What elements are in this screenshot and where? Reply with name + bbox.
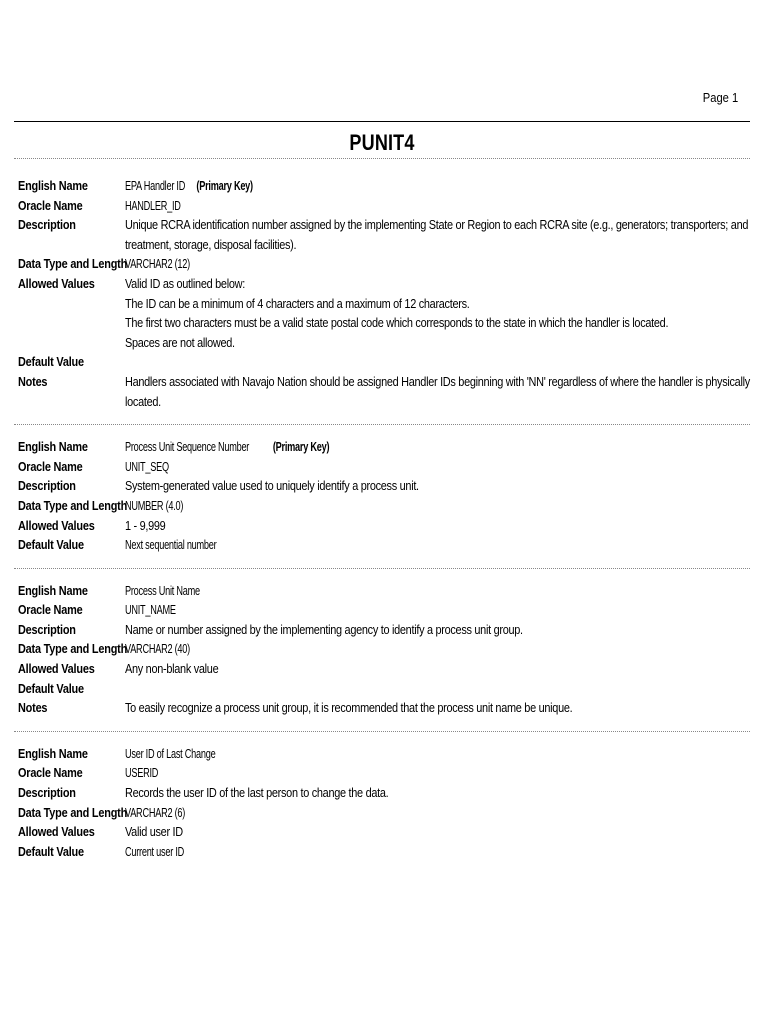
field-value	[125, 496, 748, 516]
field-label	[18, 600, 125, 620]
value-line: Handlers associated with Navajo Nation should be assigned Handler IDs beginning with 'NN' regardless of where the handler is physically	[125, 373, 750, 389]
field-row-oracle-name	[18, 457, 748, 477]
field-value	[125, 783, 748, 803]
field-value	[125, 822, 748, 842]
field-row-description	[18, 215, 748, 254]
value-line: Any non-blank value	[125, 661, 219, 677]
field-label	[18, 176, 125, 196]
label-text: Description	[18, 217, 76, 233]
section-separator	[14, 568, 750, 569]
field-label	[18, 842, 125, 862]
field-value	[125, 476, 748, 496]
value-text: VARCHAR2 (40)	[125, 641, 190, 657]
field-row-allowed-values	[18, 516, 748, 536]
field-value	[125, 639, 748, 659]
primary-key-marker: (Primary Key)	[196, 178, 254, 193]
field-section	[18, 744, 748, 871]
field-label	[18, 352, 125, 372]
field-row-default-value	[18, 679, 748, 699]
value-text: Process Unit Sequence Number	[125, 439, 250, 455]
value-text: VARCHAR2 (12)	[125, 256, 190, 272]
field-label	[18, 581, 125, 601]
field-row-english-name	[18, 437, 748, 457]
section-separator	[14, 424, 750, 425]
value-text: NUMBER (4.0)	[125, 497, 184, 513]
field-value	[125, 842, 748, 862]
field-section	[18, 437, 748, 564]
field-label	[18, 457, 125, 477]
value-text: HANDLER_ID	[125, 197, 181, 213]
field-value	[125, 535, 748, 555]
field-value	[125, 274, 770, 352]
field-label	[18, 476, 125, 496]
value-line: The ID can be a minimum of 4 characters and a maximum of 12 characters.	[125, 295, 470, 311]
label-text: Allowed Values	[18, 824, 95, 840]
field-value	[125, 215, 770, 254]
field-row-description	[18, 783, 748, 803]
field-label	[18, 803, 128, 823]
field-value	[125, 437, 748, 457]
value-text: EPA Handler ID	[125, 178, 186, 193]
field-value	[125, 457, 748, 477]
field-row-oracle-name	[18, 763, 748, 783]
field-label	[18, 535, 125, 555]
field-label	[18, 496, 128, 516]
field-row-data-type	[18, 803, 748, 823]
field-row-english-name	[18, 581, 748, 601]
field-row-description	[18, 476, 748, 496]
field-value	[125, 196, 748, 216]
label-text: Default Value	[18, 354, 84, 370]
label-text: Default Value	[18, 843, 84, 859]
field-label	[18, 639, 128, 659]
field-label	[18, 620, 125, 640]
field-value	[125, 516, 748, 536]
field-value	[125, 600, 748, 620]
field-definitions	[18, 176, 748, 870]
field-value	[125, 744, 748, 764]
field-value	[125, 372, 770, 411]
field-row-default-value	[18, 842, 748, 862]
field-row-english-name	[18, 744, 748, 764]
label-text: English Name	[18, 745, 88, 761]
value-text: Next sequential number	[125, 537, 217, 553]
label-text: Oracle Name	[18, 602, 83, 618]
field-row-default-value	[18, 535, 748, 555]
page-number: Page 1	[702, 90, 738, 105]
field-label	[18, 679, 125, 699]
label-text: Allowed Values	[18, 275, 95, 291]
field-label	[18, 274, 125, 294]
label-text: Data Type and Length	[18, 641, 128, 657]
value-line: Records the user ID of the last person to change the data.	[125, 785, 389, 801]
field-label	[18, 516, 125, 536]
field-value	[125, 581, 748, 601]
value-line: treatment, storage, disposal facilities).	[125, 236, 297, 252]
field-row-allowed-values	[18, 822, 748, 842]
label-text: Oracle Name	[18, 765, 83, 781]
value-line: Name or number assigned by the implementing agency to identify a process unit group.	[125, 621, 523, 637]
value-line: Valid user ID	[125, 824, 183, 840]
value-text: UNIT_SEQ	[125, 458, 169, 474]
value-line: To easily recognize a process unit group, it is recommended that the process unit name be unique.	[125, 700, 573, 716]
field-label	[18, 659, 125, 679]
field-row-allowed-values	[18, 659, 748, 679]
field-label	[18, 372, 125, 392]
field-value	[125, 620, 748, 640]
title-separator	[14, 158, 750, 159]
field-label	[18, 822, 125, 842]
field-row-notes	[18, 698, 748, 718]
field-row-oracle-name	[18, 600, 748, 620]
value-text: Current user ID	[125, 843, 185, 859]
field-label	[18, 215, 125, 235]
label-text: Description	[18, 478, 76, 494]
field-section	[18, 176, 748, 420]
value-line: 1 - 9,999	[125, 517, 166, 533]
value-line: Valid ID as outlined below:	[125, 275, 245, 291]
label-text: Data Type and Length	[18, 497, 128, 513]
label-text: Notes	[18, 373, 48, 389]
field-label	[18, 698, 125, 718]
field-value	[125, 352, 748, 372]
field-value	[125, 176, 748, 196]
label-text: English Name	[18, 178, 88, 193]
field-row-oracle-name	[18, 196, 748, 216]
section-separator	[14, 731, 750, 732]
field-value	[125, 763, 748, 783]
field-row-data-type	[18, 254, 748, 274]
value-text: UNIT_NAME	[125, 602, 176, 618]
label-text: Allowed Values	[18, 661, 95, 677]
field-value	[125, 803, 748, 823]
field-value	[125, 698, 748, 718]
field-label	[18, 437, 125, 457]
field-row-english-name	[18, 176, 748, 196]
field-label	[18, 783, 125, 803]
field-row-data-type	[18, 496, 748, 516]
field-row-allowed-values	[18, 274, 748, 352]
value-text: User ID of Last Change	[125, 745, 216, 761]
label-text: Data Type and Length	[18, 256, 128, 272]
label-text: English Name	[18, 582, 88, 598]
field-row-notes	[18, 372, 748, 411]
label-text: Default Value	[18, 537, 84, 553]
value-line: The first two characters must be a valid state postal code which corresponds to the state in which the handler is located.	[125, 315, 669, 331]
label-text: Oracle Name	[18, 458, 83, 474]
field-row-default-value	[18, 352, 748, 372]
field-value	[125, 254, 748, 274]
field-label	[18, 763, 125, 783]
field-label	[18, 744, 125, 764]
label-text: Description	[18, 621, 76, 637]
field-label	[18, 254, 128, 274]
value-text: Process Unit Name	[125, 582, 200, 598]
primary-key-marker: (Primary Key)	[272, 439, 330, 455]
label-text: Default Value	[18, 680, 84, 696]
document-title: PUNIT4	[349, 130, 415, 155]
value-line: System-generated value used to uniquely identify a process unit.	[125, 478, 419, 494]
label-text: Oracle Name	[18, 197, 83, 213]
label-text: Description	[18, 785, 76, 801]
field-row-data-type	[18, 639, 748, 659]
field-value	[125, 659, 748, 679]
field-row-description	[18, 620, 748, 640]
label-text: Allowed Values	[18, 517, 95, 533]
value-line: Unique RCRA identification number assigned by the implementing State or Region to each RCRA site (e.g., generators; transporters; and	[125, 217, 749, 233]
value-line: Spaces are not allowed.	[125, 334, 235, 350]
label-text: Notes	[18, 700, 48, 716]
label-text: Data Type and Length	[18, 804, 128, 820]
field-label	[18, 196, 125, 216]
label-text: English Name	[18, 439, 88, 455]
field-section	[18, 581, 748, 727]
value-text: VARCHAR2 (6)	[125, 804, 186, 820]
header-rule	[14, 121, 750, 122]
value-line: located.	[125, 393, 161, 409]
value-text: USERID	[125, 765, 159, 781]
field-value	[125, 679, 748, 699]
